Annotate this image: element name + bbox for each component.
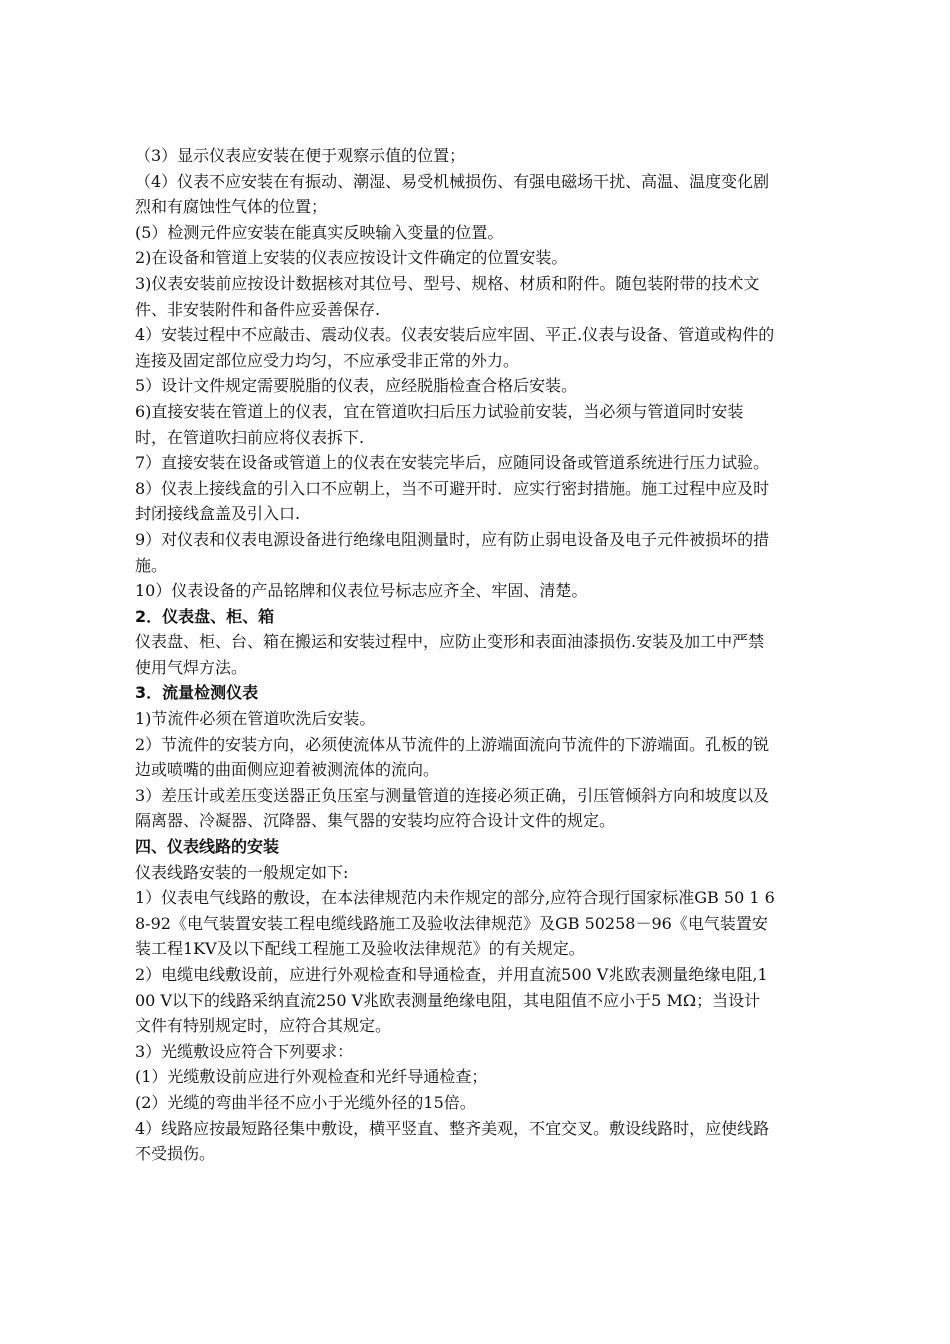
paragraph-line: 2）电缆电线敷设前，应进行外观检查和导通检查，并用直流500 V兆欧表测量绝缘电阻,100 V以下的线路采纳直流250 V兆欧表测量绝缘电阻，其电阻值不应小于5 MΩ；当设计文件有特别规定时，应符合其规定。 — [135, 965, 768, 1036]
document-body — [135, 143, 775, 1167]
paragraph-line: 4）安装过程中不应敲击、震动仪表。仪表安装后应牢固、平正.仪表与设备、管道或构件的连接及固定部位应受力均匀，不应承受非正常的外力。 — [135, 325, 775, 370]
paragraph-line: （4）仪表不应安装在有振动、潮湿、易受机械损伤、有强电磁场干扰、高温、温度变化剧烈和有腐蚀性气体的位置； — [135, 171, 770, 217]
paragraph-line: 1)节流件必须在管道吹洗后安装。 — [135, 709, 376, 729]
paragraph-line: 仪表盘、柜、台、箱在搬运和安装过程中，应防止变形和表面油漆损伤.安装及加工中严禁使用气焊方法。 — [135, 632, 765, 677]
paragraph-line: (1）光缆敷设前应进行外观检查和光纤导通检查； — [135, 1067, 488, 1087]
paragraph-line: 6)直接安装在管道上的仪表，宜在管道吹扫后压力试验前安装，当必须与管道同时安装时，在管道吹扫前应将仪表拆下. — [135, 401, 744, 447]
paragraph-line: 1）仪表电气线路的敷设，在本法律规范内未作规定的部分,应符合现行国家标准GB 50 1 68-92《电气装置安装工程电缆线路施工及验收法律规范》及GB 50258－96《电气装置安装工程1KV及以下配线工程施工及验收法律规范》的有关规定。 — [135, 888, 775, 959]
paragraph-line: 5）设计文件规定需要脱脂的仪表，应经脱脂检查合格后安装。 — [135, 376, 578, 396]
paragraph-line: (5）检测元件应安装在能真实反映输入变量的位置。 — [135, 222, 504, 242]
paragraph-line: 10）仪表设备的产品铭牌和仪表位号标志应齐全、牢固、清楚。 — [135, 581, 588, 601]
section-heading: 2．仪表盘、柜、箱 — [135, 606, 275, 626]
paragraph-line: 3)仪表安装前应按设计数据核对其位号、型号、规格、材质和附件。随包装附带的技术文件、非安装附件和备件应妥善保存. — [135, 273, 760, 319]
paragraph-line: 8）仪表上接线盒的引入口不应朝上，当不可避开时．应实行密封措施。施工过程中应及时封闭接线盒盖及引入口. — [135, 478, 770, 524]
section-heading: 3．流量检测仪表 — [135, 683, 259, 703]
paragraph-line: 3）差压计或差压变送器正负压室与测量管道的连接必须正确，引压管倾斜方向和坡度以及隔离器、冷凝器、沉降器、集气器的安装均应符合设计文件的规定。 — [135, 785, 770, 831]
paragraph-line: 9）对仪表和仪表电源设备进行绝缘电阻测量时，应有防止弱电设备及电子元件被损坏的措施。 — [135, 529, 770, 575]
paragraph-line: (2）光缆的弯曲半径不应小于光缆外径的15倍。 — [135, 1092, 476, 1112]
paragraph-line: （3）显示仪表应安装在便于观察示值的位置； — [135, 146, 466, 165]
paragraph-line: 3）光缆敷设应符合下列要求： — [135, 1041, 354, 1061]
paragraph-line: 2)在设备和管道上安装的仪表应按设计文件确定的位置安装。 — [135, 248, 568, 268]
paragraph-line: 2）节流件的安装方向，必须使流体从节流件的上游端面流向节流件的下游端面。孔板的锐边或喷嘴的曲面侧应迎着被测流体的流向。 — [135, 734, 770, 780]
paragraph-line: 7）直接安装在设备或管道上的仪表在安装完毕后，应随同设备或管道系统进行压力试验。 — [135, 453, 770, 473]
paragraph-line: 4）线路应按最短路径集中敷设，横平竖直、整齐美观，不宜交叉。敷设线路时，应使线路不受损伤。 — [135, 1118, 770, 1164]
paragraph-line: 仪表线路安装的一般规定如下: — [135, 862, 349, 882]
section-heading: 四、仪表线路的安装 — [135, 837, 280, 857]
